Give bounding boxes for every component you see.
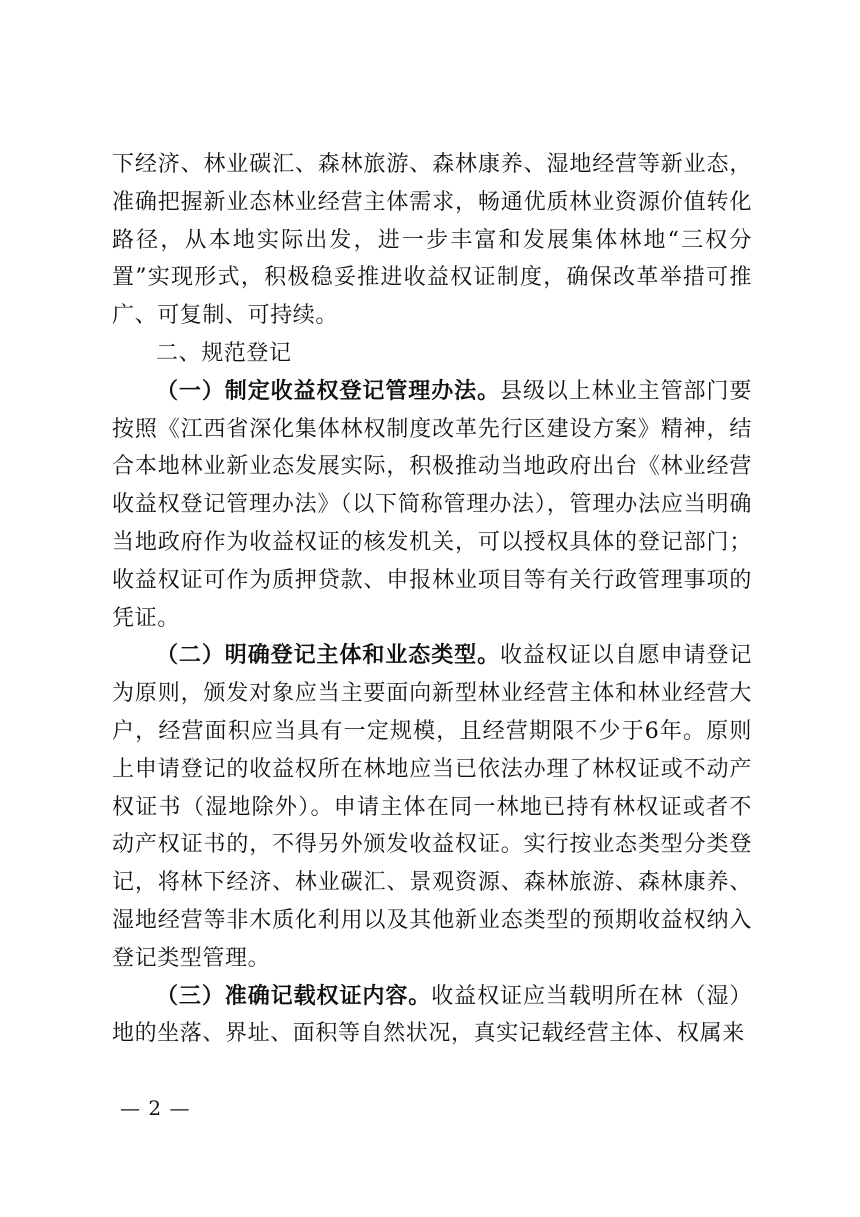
item-body-1: 县级以上林业主管部门要按照《江西省深化集体林权制度改革先行区建设方案》精神，结合本地林业新业态发展实际，积极推动当地政府出台《林业经营收益权登记管理办法》（以下简称管理办法），管理办法应当明确当地政府作为收益权证的核发机关，可以授权具体的登记部门；收益权证可作为质押贷款、申报林业项目等有关行政管理事项的凭证。 — [112, 378, 752, 631]
item-lead-1: （一）制定收益权登记管理办法。 — [156, 378, 501, 404]
intro-paragraph: 下经济、林业碳汇、森林旅游、森林康养、湿地经营等新业态，准确把握新业态林业经营主体需求，畅通优质林业资源价值转化路径，从本地实际出发，进一步丰富和发展集体林地“三权分置”实现形式，积极稳妥推进收益权证制度，确保改革举措可推广、可复制、可持续。 — [112, 152, 752, 329]
item-lead-2: （二）明确登记主体和业态类型。 — [156, 643, 501, 669]
item-paragraph-3 — [112, 978, 752, 1054]
item-body-3: 收益权证应当载明所在林（湿）地的坐落、界址、面积等自然状况，真实记载经营主体、权属来 — [112, 983, 752, 1047]
page-number: — 2 — — [120, 1096, 191, 1120]
section-heading: 二、规范登记 — [156, 340, 292, 366]
item-paragraph-2 — [112, 637, 752, 977]
document-body — [112, 146, 752, 1053]
item-paragraph-1 — [112, 373, 752, 638]
item-lead-3: （三）准确记载权证内容。 — [156, 983, 432, 1009]
item-body-2: 收益权证以自愿申请登记为原则，颁发对象应当主要面向新型林业经营主体和林业经营大户，经营面积应当具有一定规模，且经营期限不少于6年。原则上申请登记的收益权所在林地应当已依法办理了林权证或不动产权证书（湿地除外）。申请主体在同一林地已持有林权证或者不动产权证书的，不得另外颁发收益权证。实行按业态类型分类登记，将林下经济、林业碳汇、景观资源、森林旅游、森林康养、湿地经营等非木质化利用以及其他新业态类型的预期收益权纳入登记类型管理。 — [112, 643, 752, 971]
